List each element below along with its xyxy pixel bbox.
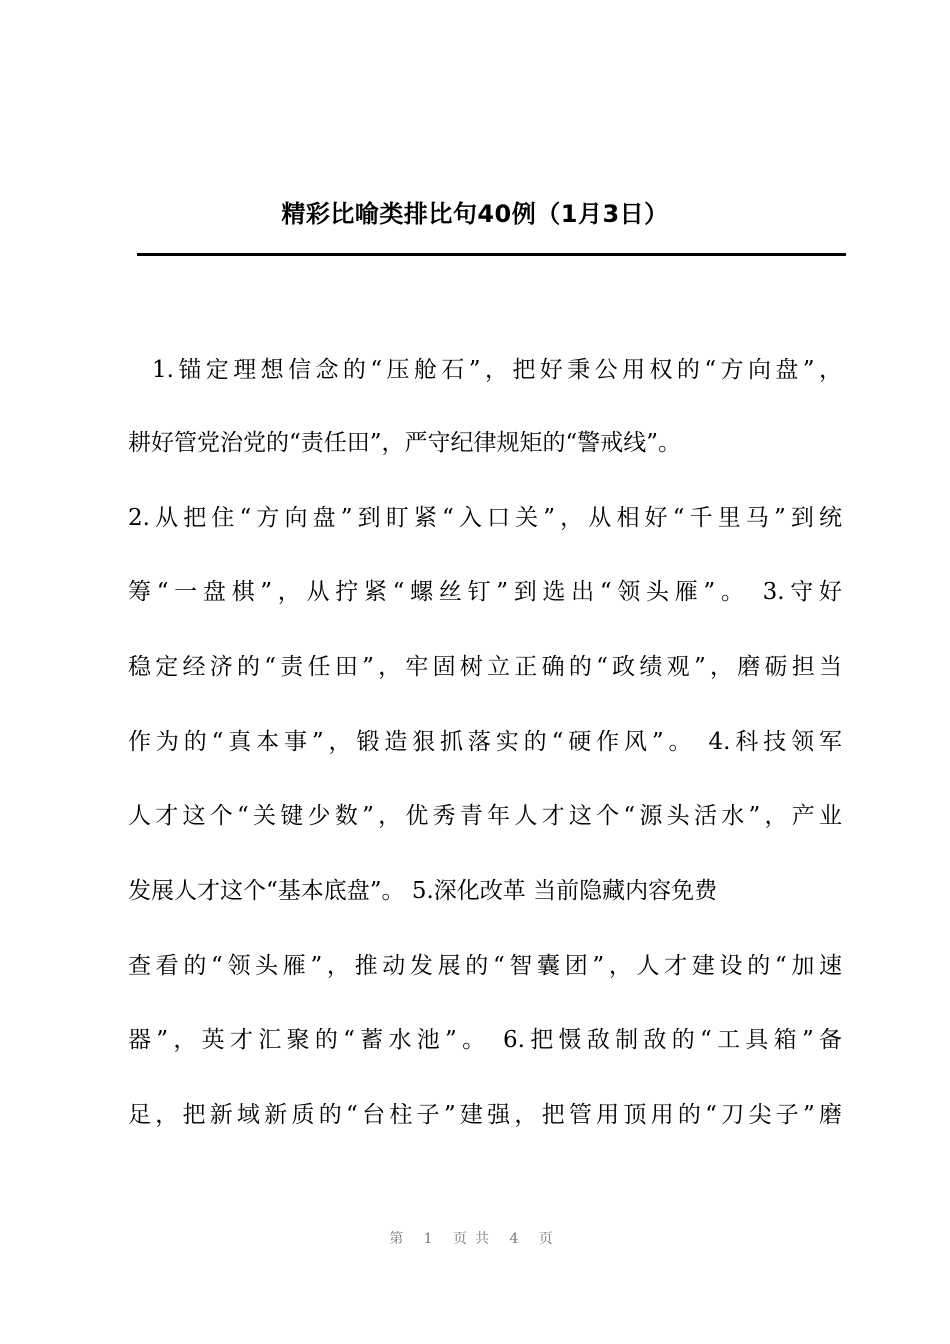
body-line-2: 耕好管党治党的“责任田”，严守纪律规矩的“警戒线”。 <box>128 430 682 456</box>
title-underline <box>137 253 846 256</box>
body-line-4: 筹“一盘棋”，从拧紧“螺丝钉”到选出“领头雁”。 3.守好 <box>128 579 842 605</box>
body-line-8: 发展人才这个“基本底盘”。 5.深化改革 当前隐藏内容免费 <box>128 878 718 904</box>
body-line-11: 足，把新域新质的“台柱子”建强，把管用顶用的“刀尖子”磨 <box>128 1102 842 1128</box>
document-title: 精彩比喻类排比句40例（1月3日） <box>281 200 669 228</box>
body-line-9: 查看的“领头雁”，推动发展的“智囊团”，人才建设的“加速 <box>128 953 842 979</box>
body-line-5: 稳定经济的“责任田”，牢固树立正确的“政绩观”，磨砺担当 <box>128 654 842 680</box>
body-line-7: 人才这个“关键少数”，优秀青年人才这个“源头活水”，产业 <box>128 803 842 829</box>
body-line-3: 2.从把住“方向盘”到盯紧“入口关”，从相好“千里马”到统 <box>128 505 842 531</box>
body-line-1: 1.锚定理想信念的“压舱石”，把好秉公用权的“方向盘”， <box>152 357 842 383</box>
body-line-10: 器”，英才汇聚的“蓄水池”。 6.把慑敌制敌的“工具箱”备 <box>128 1027 842 1053</box>
body-line-6: 作为的“真本事”，锻造狠抓落实的“硬作风”。 4.科技领军 <box>128 729 842 755</box>
page-footer: 第 1 页共 4 页 <box>389 1231 561 1247</box>
